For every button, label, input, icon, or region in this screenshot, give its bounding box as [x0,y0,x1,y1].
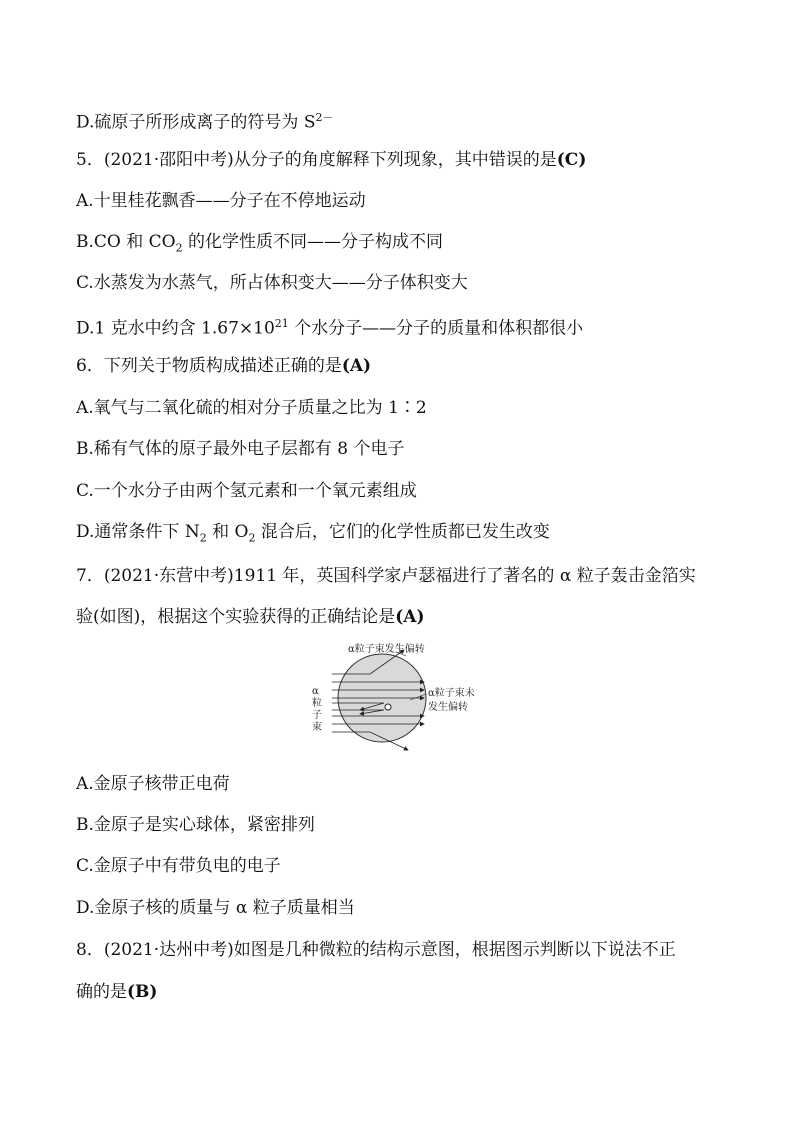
q7-option-d [76,896,355,920]
option-text: 混合后，它们的化学性质都已发生改变 [255,522,550,542]
subscript: 2 [199,531,207,545]
option-text: 个水分子——分子的质量和体积都很小 [288,318,584,339]
option-text: 的化学性质不同——分子构成不同 [182,232,443,252]
q5-option-c [76,271,468,295]
option-text: B.稀有气体的原子最外电子层都有 8 个电子 [76,439,405,459]
label-undeflected-1: α粒子束未 [428,688,475,699]
option-text: D.通常条件下 N [76,522,200,542]
question-5-stem [76,148,586,172]
question-7-stem-line2 [76,605,425,629]
label-beam-1: α [312,686,319,697]
label-beam-3: 子 [312,710,322,721]
subscript: 2 [175,241,183,255]
option-text: A.氧气与二氧化硫的相对分子质量之比为 1∶2 [76,398,427,418]
ion-charge: 2－ [315,111,334,124]
question-text: 确的是 [76,982,127,1002]
option-text: B.金原子是实心球体，紧密排列 [76,815,315,835]
answer: (A) [341,356,372,376]
answer: (C) [556,150,587,170]
option-d-sulfur-ion [76,106,333,135]
question-text: 7．(2021·东营中考)1911 年，英国科学家卢瑟福进行了著名的 α 粒子轰击金箔实 [76,566,696,586]
q6-option-b [76,437,405,461]
option-text: D.金原子核的质量与 α 粒子质量相当 [76,898,355,918]
q7-option-c [76,854,281,878]
q5-option-a [76,189,366,213]
q6-option-c [76,479,417,503]
question-8-stem-line2 [76,980,157,1004]
q6-option-a [76,396,427,420]
question-text: 6．下列关于物质构成描述正确的是 [76,356,342,376]
option-text: D.1 克水中约含 1.67×10 [76,318,275,339]
option-text: C.金原子中有带负电的电子 [76,856,281,876]
label-beam-2: 粒 [312,698,322,709]
question-text: 5．(2021·邵阳中考)从分子的角度解释下列现象，其中错误的是 [76,150,557,170]
subscript: 2 [248,531,256,545]
option-text: A.十里桂花飘香——分子在不停地运动 [76,191,366,211]
option-text: C.水蒸发为水蒸气，所占体积变大——分子体积变大 [76,273,468,293]
option-text: D.硫原子所形成离子的符号为 S [76,112,316,133]
question-text: 8．(2021·达州中考)如图是几种微粒的结构示意图，根据图示判断以下说法不正 [76,940,676,960]
label-beam-4: 束 [312,722,322,733]
superscript: 21 [274,317,289,330]
q7-option-a [76,772,230,796]
label-deflected: α粒子束发生偏转 [348,644,425,655]
q6-option-d [76,520,550,550]
answer: (A) [395,607,425,627]
q5-option-b [76,230,443,260]
label-undeflected-2: 发生偏转 [428,702,468,713]
alpha-scattering-diagram [300,640,510,752]
question-6-stem [76,354,371,378]
question-7-stem-line1 [76,564,696,588]
option-text: 和 O [206,522,249,542]
gold-nucleus [385,704,391,710]
question-8-stem-line1 [76,938,676,962]
answer: (B) [127,982,158,1002]
option-text: C.一个水分子由两个氢元素和一个氧元素组成 [76,481,417,501]
option-text: B.CO 和 CO [76,232,176,252]
question-text: 验(如图)，根据这个实验获得的正确结论是 [76,607,396,627]
q5-option-d [76,312,583,341]
option-text: A.金原子核带正电荷 [76,774,230,794]
q7-option-b [76,813,315,837]
